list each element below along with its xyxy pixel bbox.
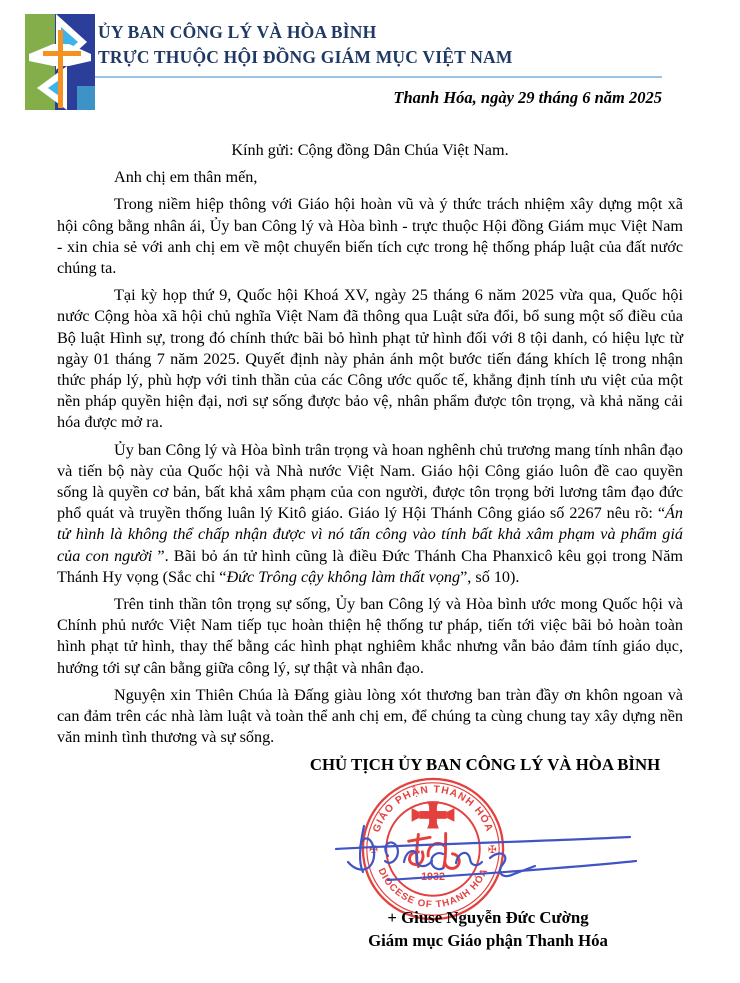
signature-block — [57, 754, 683, 964]
paragraph-3-text-a: Ủy ban Công lý và Hòa bình trân trọng và hoan nghênh chủ trương mang tính nhân đạo và tiến bộ này của Quốc hội và Nhà nước Việt Nam. Giáo hội Công giáo luôn đề cao quyền sống là quyền cơ bản, bất khả xâm phạm của con người, được tôn trọng bởi lương tâm đạo đức phổ quát và truyền thống luân lý Kitô giáo. Giáo lý Hội Thánh Công giáo số 2267 nêu rõ: “ — [57, 440, 683, 523]
signer-name: + Giuse Nguyễn Đức Cường — [387, 908, 589, 928]
salutation: Kính gửi: Cộng đồng Dân Chúa Việt Nam. — [231, 141, 509, 159]
paragraph-3-text-b: ”. Bãi bỏ án tử hình cũng là điều Đức Thánh Cha Phanxicô kêu gọi trong Năm Thánh Hy vọng (Sắc chỉ “ — [57, 546, 683, 586]
bishop-handwritten-signature — [330, 816, 650, 896]
letter-body — [57, 0, 683, 964]
signer-title: CHỦ TỊCH ỦY BAN CÔNG LÝ VÀ HÒA BÌNH — [309, 755, 661, 775]
seal-bottom-text: DIOCESE OF THANH HÓA — [375, 866, 491, 911]
dateline: Thanh Hóa, ngày 29 tháng 6 năm 2025 — [393, 88, 662, 107]
paragraph-1: Trong niềm hiệp thông với Giáo hội hoàn vũ và ý thức trách nhiệm xây dựng một xã hội công bằng nhân ái, Ủy ban Công lý và Hòa bình - trực thuộc Hội đồng Giám mục Việt Nam - xin chia sẻ với anh chị em về một chuyển biến tích cực trong hệ thống pháp luật của đất nước chúng ta. — [57, 195, 683, 278]
paragraph-2: Tại kỳ họp thứ 9, Quốc hội Khoá XV, ngày 25 tháng 6 năm 2025 vừa qua, Quốc hội nước Cộng hòa xã hội chủ nghĩa Việt Nam đã thông qua Luật sửa đổi, bổ sung một số điều của Bộ luật Hình sự, trong đó chính thức bãi bỏ hình phạt tử hình đối với 8 tội danh, có hiệu lực từ ngày 01 tháng 7 năm 2025. Quyết định này phản ánh một bước tiến đáng khích lệ trong nhận thức pháp lý, phù hợp với tinh thần của các Công ước quốc tế, khẳng định tính ưu việt của một nền pháp quyền hiện đại, nơi sự sống được bảo vệ, nhân phẩm được tôn trọng, và khả năng cải hóa được mở ra. — [57, 286, 683, 432]
signer-role: Giám mục Giáo phận Thanh Hóa — [368, 931, 608, 951]
seal-top-text: GIÁO PHẬN THANH HÓA — [371, 784, 495, 835]
greeting: Anh chị em thân mến, — [114, 168, 258, 187]
bull-title-quote: Đức Trông cậy không làm thất vọng — [226, 567, 461, 586]
catechism-quote: Án tử hình là không thể chấp nhận được vì nó tấn công vào tính bất khả xâm phạm và phẩm giá của con người — [57, 504, 683, 565]
org-line-1: ỦY BAN CÔNG LÝ VÀ HÒA BÌNH — [98, 22, 377, 42]
paragraph-5: Nguyện xin Thiên Chúa là Đấng giàu lòng xót thương ban tràn đầy ơn khôn ngoan và can đảm trên các nhà làm luật và toàn thể anh chị em, để chúng ta cùng chung tay xây dựng nền văn minh tình thương và sự sống. — [57, 685, 683, 747]
seal-left-cross-icon: ✠ — [369, 844, 379, 857]
paragraph-4: Trên tinh thần tôn trọng sự sống, Ủy ban Công lý và Hòa bình ước mong Quốc hội và Chính phủ nước Việt Nam tiếp tục hoàn thiện hệ thống tư pháp, tiến tới việc bãi bỏ hoàn toàn hình phạt tử hình, thay thế bằng các hình phạt nghiêm khắc nhưng vẫn bảo đảm tính giáo dục, hướng tới sự cân bằng giữa công lý, sự thật và nhân đạo. — [57, 595, 683, 677]
paragraph-3-text-c: ”, số 10). — [460, 567, 520, 586]
seal-year: 1932 — [421, 871, 445, 884]
org-line-2: TRỰC THUỘC HỘI ĐỒNG GIÁM MỤC VIỆT NAM — [98, 47, 513, 67]
signer-identity — [258, 906, 718, 952]
seal-right-cross-icon: ✠ — [487, 844, 497, 857]
paragraph-3 — [57, 440, 683, 588]
